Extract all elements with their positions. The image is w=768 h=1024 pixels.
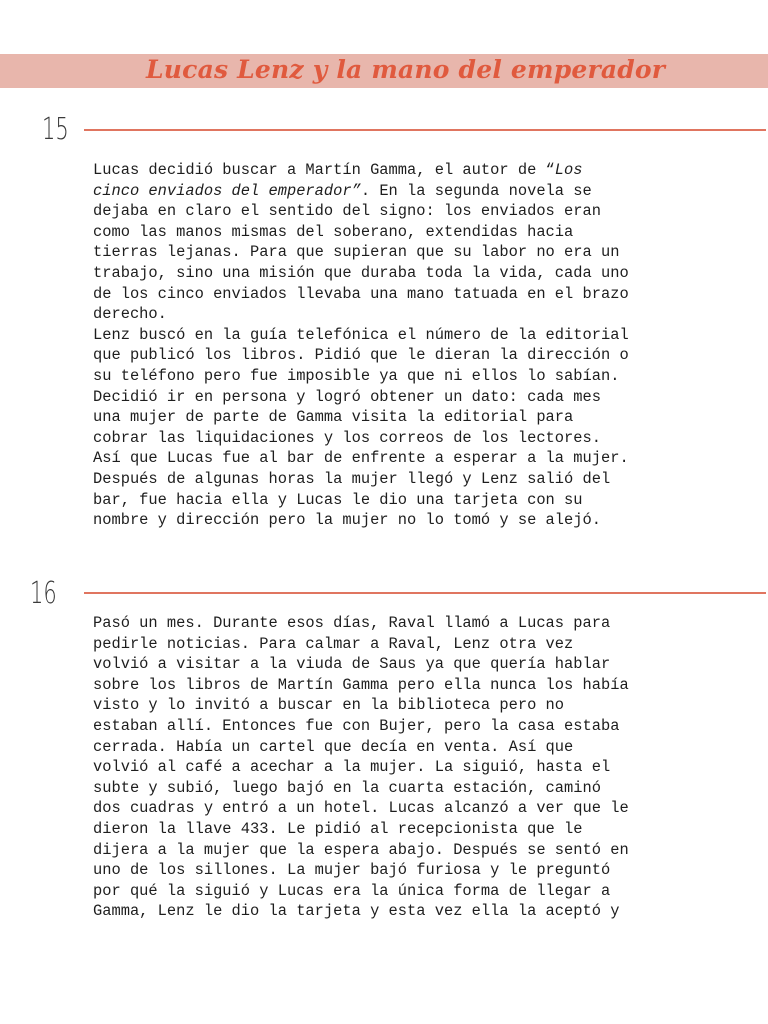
italic-title-end: cinco enviados del emperador” [93,181,361,200]
text-line: dejaba en claro el sentido del signo: los enviados eran [93,202,601,221]
chapter-divider-16 [84,592,766,594]
text-line: uno de los sillones. La mujer bajó furiosa y le preguntó [93,861,611,880]
text-line: Gamma, Lenz le dio la tarjeta y esta vez ella la aceptó y [93,902,620,921]
text-line: una mujer de parte de Gamma visita la editorial para [93,408,574,427]
text-line: Después de algunas horas la mujer llegó y Lenz salió del [93,469,611,488]
text-line: volvió al café a acechar a la mujer. La siguió, hasta el [93,758,611,777]
text-line: dieron la llave 433. Le pidió al recepcionista que le [93,819,583,838]
text-line: Lenz buscó en la guía telefónica el número de la editorial [93,325,629,344]
page-title: Lucas Lenz y la mano del emperador [146,55,666,84]
text-line: pedirle noticias. Para calmar a Raval, Lenz otra vez [93,634,574,653]
text-line: visto y lo invitó a buscar en la biblioteca pero no [93,696,565,715]
text-line: nombre y dirección pero la mujer no lo tomó y se alejó. [93,511,601,530]
text-line: cerrada. Había un cartel que decía en venta. Así que [93,737,574,756]
text-line: Lucas decidió buscar a Martín Gamma, el autor de “Los [93,161,583,179]
text-line: Así que Lucas fue al bar de enfrente a esperar a la mujer. [93,449,629,468]
text-line: sobre los libros de Martín Gamma pero ella nunca los había [93,675,629,694]
text-line: cobrar las liquidaciones y los correos de los lectores. [93,428,601,447]
text-line: dijera a la mujer que la espera abajo. Después se sentó en [93,840,629,859]
text-line: bar, fue hacia ella y Lucas le dio una tarjeta con su [93,490,583,509]
text-line: como las manos mismas del soberano, extendidas hacia [93,222,574,241]
text-line: tierras lejanas. Para que supieran que su labor no era un [93,243,620,262]
italic-title-start: Los [554,161,583,179]
chapter-15-text [93,160,693,531]
text-line: estaban allí. Entonces fue con Bujer, pero la casa estaba [93,716,620,735]
text-line: por qué la siguió y Lucas era la única forma de llegar a [93,881,611,900]
chapter-16-text [93,613,693,922]
text-line: dos cuadras y entró a un hotel. Lucas alcanzó a ver que le [93,799,629,818]
text-line: subte y subió, luego bajó en la cuarta estación, caminó [93,778,601,797]
text-line: Pasó un mes. Durante esos días, Raval llamó a Lucas para [93,614,611,632]
text-line: que publicó los libros. Pidió que le dieran la dirección o [93,346,629,365]
text-line: trabajo, sino una misión que duraba toda la vida, cada uno [93,263,629,282]
text-line: volvió a visitar a la viuda de Saus ya que quería hablar [93,655,611,674]
text-line: derecho. [93,305,167,324]
text-line: Decidió ir en persona y logró obtener un dato: cada mes [93,387,601,406]
text-line: su teléfono pero fue imposible ya que ni ellos lo sabían. [93,366,620,385]
chapter-divider-15 [84,129,766,131]
text-line: de los cinco enviados llevaba una mano tatuada en el brazo [93,284,629,303]
chapter-number-15: 15 [42,112,69,147]
chapter-number-16: 16 [30,576,57,611]
text-line: cinco enviados del emperador”. En la segunda novela se [93,181,592,200]
